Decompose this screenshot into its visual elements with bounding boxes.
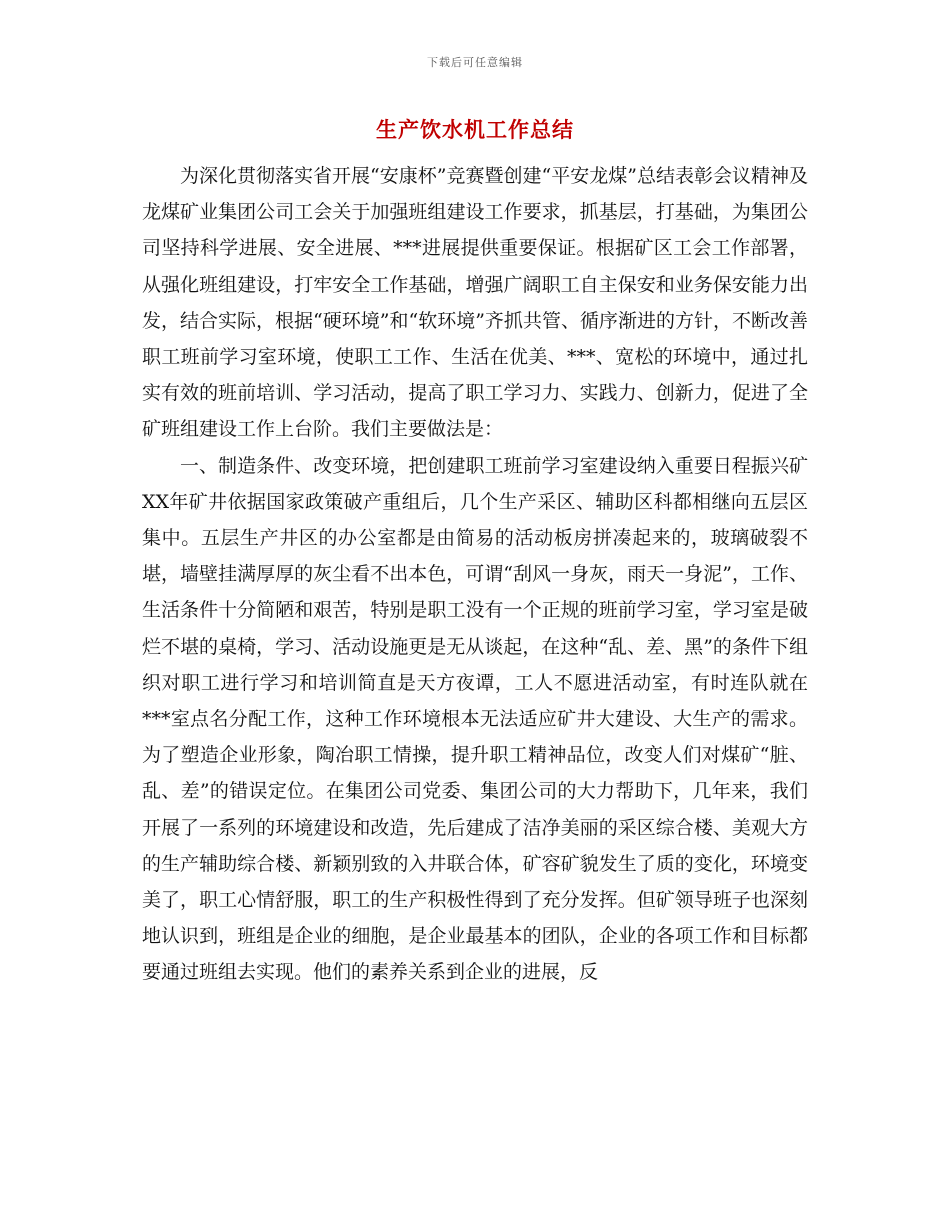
document-body xyxy=(142,158,808,991)
body-paragraph: 为深化贯彻落实省开展“安康杯”竞赛暨创建“平安龙煤”总结表彰会议精神及龙煤矿业集团公司工会关于加强班组建设工作要求，抓基层，打基础，为集团公司坚持科学进展、安全进展、***进展提供重要保证。根据矿区工会工作部署，从强化班组建设，打牢安全工作基础，增强广阔职工自主保安和业务保安能力出发，结合实际，根据“硬环境”和“软环境”齐抓共管、循序渐进的方针，不断改善职工班前学习室环境，使职工工作、生活在优美、***、宽松的环境中，通过扎实有效的班前培训、学习活动，提高了职工学习力、实践力、创新力，促进了全矿班组建设工作上台阶。我们主要做法是： xyxy=(142,165,808,441)
document-title: 生产饮水机工作总结 xyxy=(376,117,574,142)
header-note: 下载后可任意编辑 xyxy=(427,56,523,69)
body-paragraph: 一、制造条件、改变环境，把创建职工班前学习室建设纳入重要日程振兴矿XX年矿井依据国家政策破产重组后，几个生产采区、辅助区科都相继向五层区集中。五层生产井区的办公室都是由简易的活动板房拼凑起来的，玻璃破裂不堪，墙壁挂满厚厚的灰尘看不出本色，可谓“刮风一身灰，雨天一身泥”，工作、生活条件十分简陋和艰苦，特别是职工没有一个正规的班前学习室，学习室是破烂不堪的桌椅，学习、活动设施更是无从谈起，在这种“乱、差、黑”的条件下组织对职工进行学习和培训简直是天方夜谭，工人不愿进活动室，有时连队就在***室点名分配工作，这种工作环境根本无法适应矿井大建设、大生产的需求。为了塑造企业形象，陶冶职工情操，提升职工精神品位，改变人们对煤矿“脏、乱、差”的错误定位。在集团公司党委、集团公司的大力帮助下，几年来，我们开展了一系列的环境建设和改造，先后建成了洁净美丽的采区综合楼、美观大方的生产辅助综合楼、新颖别致的入井联合体，矿容矿貌发生了质的变化，环境变美了，职工心情舒服，职工的生产积极性得到了充分发挥。但矿领导班子也深刻地认识到，班组是企业的细胞，是企业最基本的团队，企业的各项工作和目标都要通过班组去实现。他们的素养关系到企业的进展，反 xyxy=(142,454,808,984)
